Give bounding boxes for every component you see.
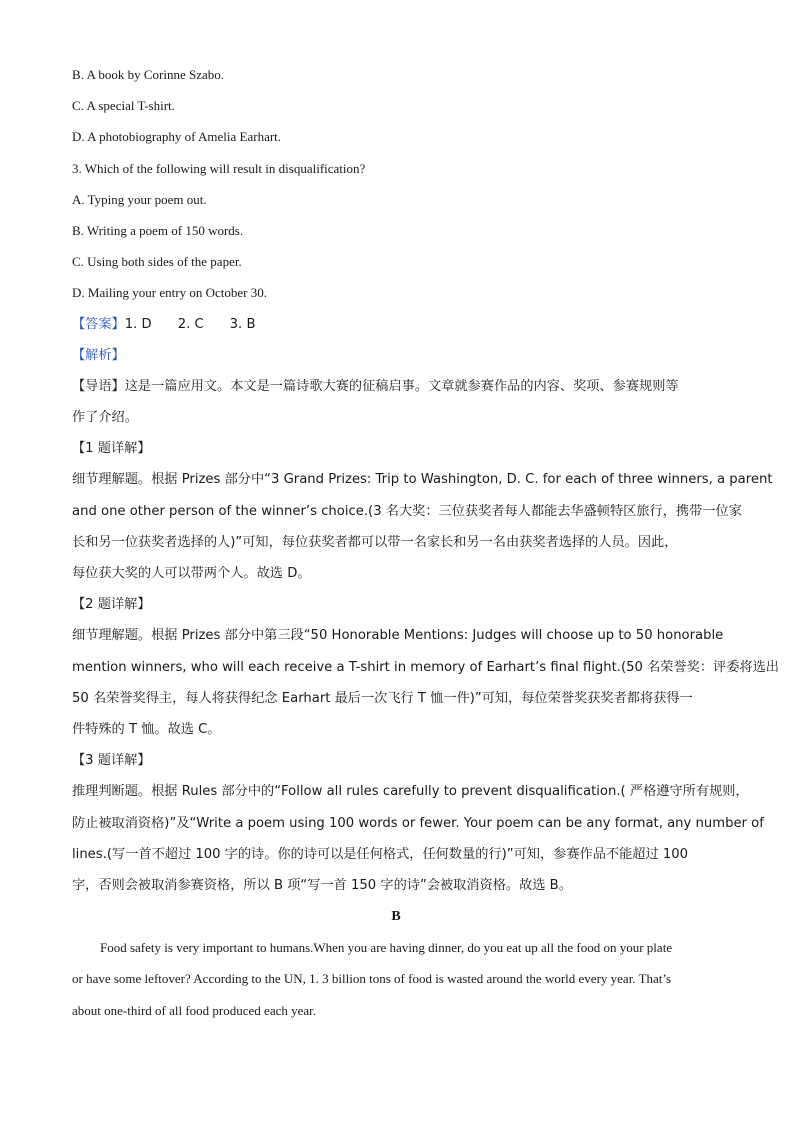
- option-d-q3: D. Mailing your entry on October 30.: [72, 285, 267, 301]
- q2-detail-line-3: 50 名荣誉奖得主，每人将获得纪念 Earhart 最后一次飞行 T 恤一件)”可知，每位荣誉奖获奖者都将获得一: [72, 690, 693, 706]
- option-c-q3: C. Using both sides of the paper.: [72, 254, 242, 270]
- answer-3: 3. B: [229, 316, 256, 332]
- guide-tag: 【导语】: [72, 378, 125, 394]
- document-page: [72, 62, 779, 1029]
- analysis-tag: 【解析】: [72, 347, 125, 363]
- option-c-q2: C. A special T-shirt.: [72, 98, 175, 114]
- q2-detail-line-2: mention winners, who will each receive a T-shirt in memory of Earhart’s final flight.(50 名荣誉奖：评委将选出: [72, 659, 779, 675]
- answer-2: 2. C: [177, 316, 204, 332]
- option-d-q2: D. A photobiography of Amelia Earhart.: [72, 129, 282, 145]
- guide-text-1: 这是一篇应用文。本文是一篇诗歌大赛的征稿启事。文章就参赛作品的内容、奖项、参赛规则等: [124, 378, 679, 394]
- answer-line: [72, 312, 720, 343]
- guide-line-1: [72, 374, 720, 405]
- answer-tag: 【答案】: [72, 316, 125, 332]
- q1-detail-line-1: 细节理解题。根据 Prizes 部分中“3 Grand Prizes: Trip to Washington, D. C. for each of three winners, a parent: [72, 472, 773, 488]
- guide-line-2: 作了介绍。: [72, 410, 138, 426]
- q1-detail-tag: 【1 题详解】: [72, 441, 151, 457]
- section-b-line-2: or have some leftover? According to the UN, 1. 3 billion tons of food is wasted around the world every year. That’s: [72, 971, 672, 987]
- section-b-line-3: about one-third of all food produced each year.: [72, 1002, 317, 1018]
- q2-detail-line-4: 件特殊的 T 恤。故选 C。: [72, 721, 221, 737]
- question-3: 3. Which of the following will result in disqualification?: [72, 160, 366, 176]
- option-b-q2: B. A book by Corinne Szabo.: [72, 67, 225, 82]
- section-b-heading: B: [391, 909, 401, 925]
- q3-detail-line-4: 字，否则会被取消参赛资格，所以 B 项“写一首 150 字的诗”会被取消资格。故选 B。: [72, 877, 572, 893]
- option-b-q3: B. Writing a poem of 150 words.: [72, 222, 244, 238]
- answer-1: 1. D: [124, 316, 152, 332]
- q3-detail-line-2: 防止被取消资格)”及“Write a poem using 100 words or fewer. Your poem can be any format, any number of: [72, 815, 764, 831]
- q1-detail-line-2: and one other person of the winner’s choice.(3 名大奖：三位获奖者每人都能去华盛顿特区旅行，携带一位家: [72, 503, 742, 519]
- q3-detail-line-1: 推理判断题。根据 Rules 部分中的“Follow all rules carefully to prevent disqualification.( 严格遵守所有规则，: [72, 784, 749, 800]
- option-a-q3: A. Typing your poem out.: [72, 191, 207, 207]
- section-b-line-1: Food safety is very important to humans.When you are having dinner, do you eat up all the food on your plate: [100, 940, 673, 956]
- q3-detail-line-3: lines.(写一首不超过 100 字的诗。你的诗可以是任何格式，任何数量的行)”可知，参赛作品不能超过 100: [72, 846, 689, 862]
- q2-detail-tag: 【2 题详解】: [72, 597, 151, 613]
- analysis-line: [72, 343, 720, 374]
- q3-detail-tag: 【3 题详解】: [72, 753, 151, 769]
- q1-detail-line-4: 每位获大奖的人可以带两个人。故选 D。: [72, 566, 311, 581]
- q1-detail-line-3: 长和另一位获奖者选择的人)”可知，每位获奖者都可以带一名家长和另一名由获奖者选择的人员。因此，: [72, 534, 678, 550]
- q2-detail-line-1: 细节理解题。根据 Prizes 部分中第三段“50 Honorable Mentions: Judges will choose up to 50 honorable: [72, 628, 724, 644]
